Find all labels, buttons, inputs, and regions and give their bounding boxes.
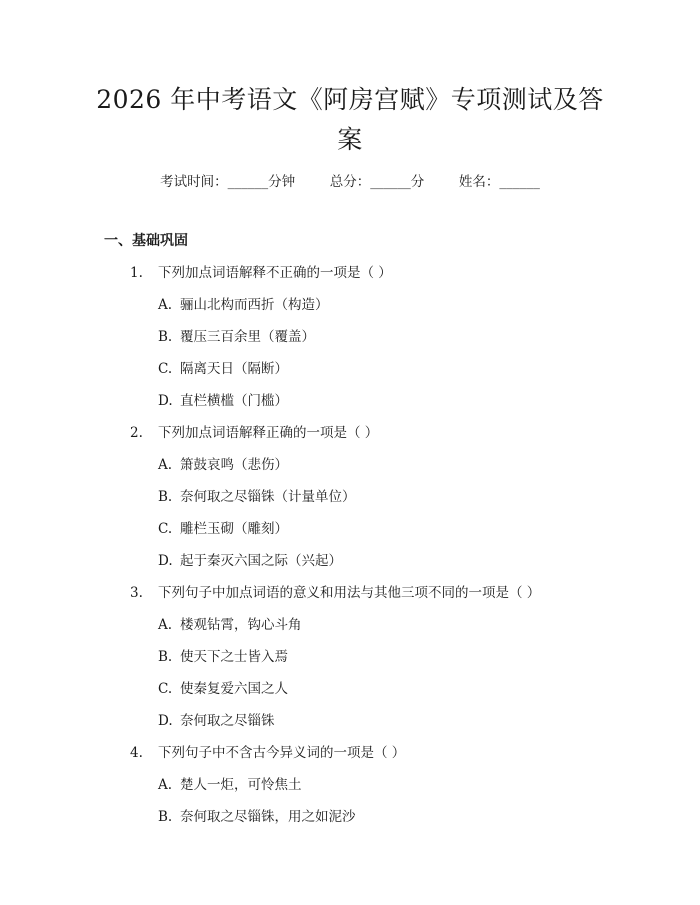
option-3b <box>158 645 288 665</box>
score-label: 总分： <box>329 174 371 190</box>
question-3 <box>130 581 540 601</box>
name-blank: ______ <box>499 174 540 190</box>
option-text: 直栏横槛（门槛） <box>180 393 288 409</box>
option-text: 覆压三百余里（覆盖） <box>180 329 315 345</box>
section-title: 一、基础巩固 <box>104 233 188 249</box>
option-letter: C. <box>158 361 173 377</box>
option-1a <box>158 293 329 313</box>
option-letter: B. <box>158 649 173 665</box>
time-unit: 分钟 <box>268 174 296 190</box>
title-line-2: 案 <box>337 125 363 154</box>
option-text: 隔离天日（隔断） <box>180 361 288 377</box>
name-label: 姓名： <box>458 174 500 190</box>
question-2 <box>130 421 378 441</box>
question-text: 下列加点词语解释不正确的一项是（ ） <box>158 265 392 281</box>
option-letter: D. <box>158 393 173 409</box>
option-text: 奈何取之尽锱铢，用之如泥沙 <box>180 809 356 825</box>
option-text: 楼观钻霄，钩心斗角 <box>180 617 302 633</box>
option-letter: B. <box>158 809 173 825</box>
question-number: 4. <box>130 745 143 761</box>
option-1d <box>158 389 288 409</box>
score-blank: ______ <box>370 174 411 190</box>
option-letter: D. <box>158 553 173 569</box>
time-blank: ______ <box>227 174 269 190</box>
option-letter: C. <box>158 681 173 697</box>
option-2b <box>158 485 356 505</box>
option-letter: A. <box>158 297 173 313</box>
document-title <box>80 80 620 160</box>
option-3c <box>158 677 288 697</box>
question-4 <box>130 741 405 761</box>
option-text: 奈何取之尽锱铢（计量单位） <box>180 489 356 505</box>
option-text: 奈何取之尽锱铢 <box>180 713 275 729</box>
option-4a <box>158 773 302 793</box>
option-2a <box>158 453 288 473</box>
option-letter: A. <box>158 777 173 793</box>
option-text: 骊山北构而西折（构造） <box>180 297 329 313</box>
option-3a <box>158 613 302 633</box>
option-text: 起于秦灭六国之际（兴起） <box>180 553 342 569</box>
option-2c <box>158 517 288 537</box>
option-text: 使秦复爱六国之人 <box>180 681 288 697</box>
option-text: 雕栏玉砌（雕刻） <box>180 521 288 537</box>
question-text: 下列句子中不含古今异义词的一项是（ ） <box>158 745 406 761</box>
question-number: 2. <box>130 425 143 441</box>
option-letter: A. <box>158 617 173 633</box>
option-letter: A. <box>158 457 173 473</box>
exam-info-line <box>0 170 700 190</box>
option-text: 箫鼓哀鸣（悲伤） <box>180 457 288 473</box>
option-2d <box>158 549 342 569</box>
option-letter: C. <box>158 521 173 537</box>
question-number: 1. <box>130 265 143 281</box>
option-text: 使天下之士皆入焉 <box>180 649 288 665</box>
option-letter: B. <box>158 489 173 505</box>
option-letter: B. <box>158 329 173 345</box>
option-letter: D. <box>158 713 173 729</box>
option-1b <box>158 325 315 345</box>
time-label: 考试时间： <box>160 174 228 190</box>
question-number: 3. <box>130 585 143 601</box>
question-text: 下列加点词语解释正确的一项是（ ） <box>158 425 379 441</box>
option-text: 楚人一炬，可怜焦土 <box>180 777 302 793</box>
question-text: 下列句子中加点词语的意义和用法与其他三项不同的一项是（ ） <box>158 585 541 601</box>
question-1 <box>130 261 392 281</box>
option-3d <box>158 709 275 729</box>
option-1c <box>158 357 288 377</box>
option-4b <box>158 805 356 825</box>
title-line-1: 2026 年中考语文《阿房宫赋》专项测试及答 <box>96 85 604 114</box>
score-unit: 分 <box>410 174 425 190</box>
